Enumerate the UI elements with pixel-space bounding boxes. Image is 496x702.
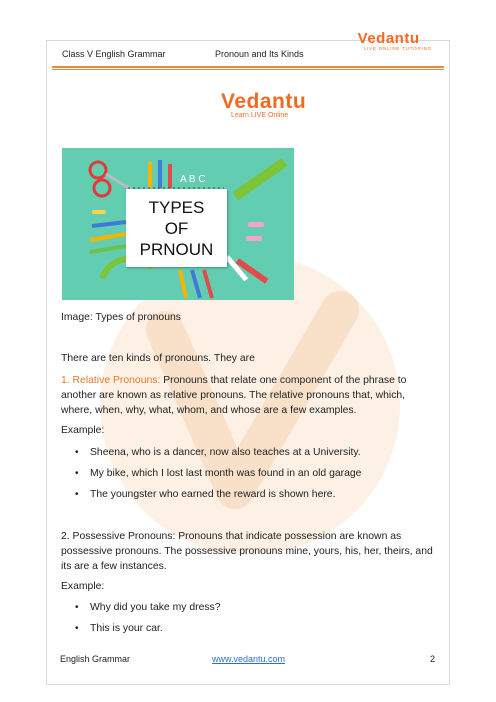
relative-line-2: another are known as relative pronouns. The relative pronouns that, which, [61, 389, 406, 401]
possessive-pronouns-heading: 2. Possessive Pronouns: [61, 531, 176, 542]
list-item: • This is your car. [73, 622, 221, 643]
footer-link-wrap [212, 654, 285, 664]
example-label-2: Example: [61, 581, 105, 592]
center-logo-brand: Vedantu [221, 90, 307, 113]
possessive-pronouns-paragraph [61, 530, 441, 574]
relative-pronouns-heading: 1. Relative Pronouns: [61, 375, 161, 386]
pronoun-card [126, 189, 227, 267]
center-logo-tag: Learn LIVE Online [231, 112, 289, 119]
relative-pronouns-paragraph [61, 374, 441, 418]
list-item: • My bike, which I lost last month was found in an old garage [73, 467, 361, 488]
image-caption: Image: Types of pronouns [61, 312, 181, 323]
relative-examples-list [73, 446, 361, 509]
card-line-1: TYPES [148, 198, 205, 217]
list-item: • Sheena, who is a dancer, now also teaches at a University. [73, 446, 361, 467]
hero-letters: A B C [180, 174, 206, 185]
intro-paragraph: There are ten kinds of pronouns. They are [61, 353, 255, 364]
example-label-1: Example: [61, 425, 105, 436]
header-logo-tag: LIVE ONLINE TUTORING [363, 46, 432, 51]
list-item: • The youngster who earned the reward is shown here. [73, 488, 361, 509]
page-header [60, 30, 436, 66]
header-topic: Pronoun and Its Kinds [215, 49, 304, 59]
header-rule-thin [52, 69, 444, 70]
types-of-pronoun-image [62, 148, 294, 300]
header-logo [358, 30, 432, 51]
center-logo [221, 90, 306, 119]
possessive-line-2: possessive pronouns. The possessive pronouns mine, yours, his, her, theirs, and [61, 545, 433, 557]
card-line-2: OF [164, 219, 189, 238]
header-logo-brand: Vedantu [357, 30, 420, 47]
relative-line-1: Pronouns that relate one component of the phrase to [160, 375, 407, 386]
footer-left: English Grammar [60, 654, 131, 664]
header-course: Class V English Grammar [62, 49, 166, 59]
possessive-line-1: Pronouns that indicate possession are known as [175, 531, 402, 542]
possessive-examples-list [73, 601, 221, 643]
card-line-3: PRNOUN [139, 240, 214, 259]
header-rule [52, 66, 444, 68]
page-number: 2 [430, 654, 436, 664]
relative-line-3: where, when, why, what, whom, and whose are a few examples. [61, 404, 357, 416]
list-item: • Why did you take my dress? [73, 601, 221, 622]
footer-website-link[interactable]: www.vedantu.com [212, 654, 286, 664]
possessive-line-3: its are a few instances. [61, 560, 167, 572]
